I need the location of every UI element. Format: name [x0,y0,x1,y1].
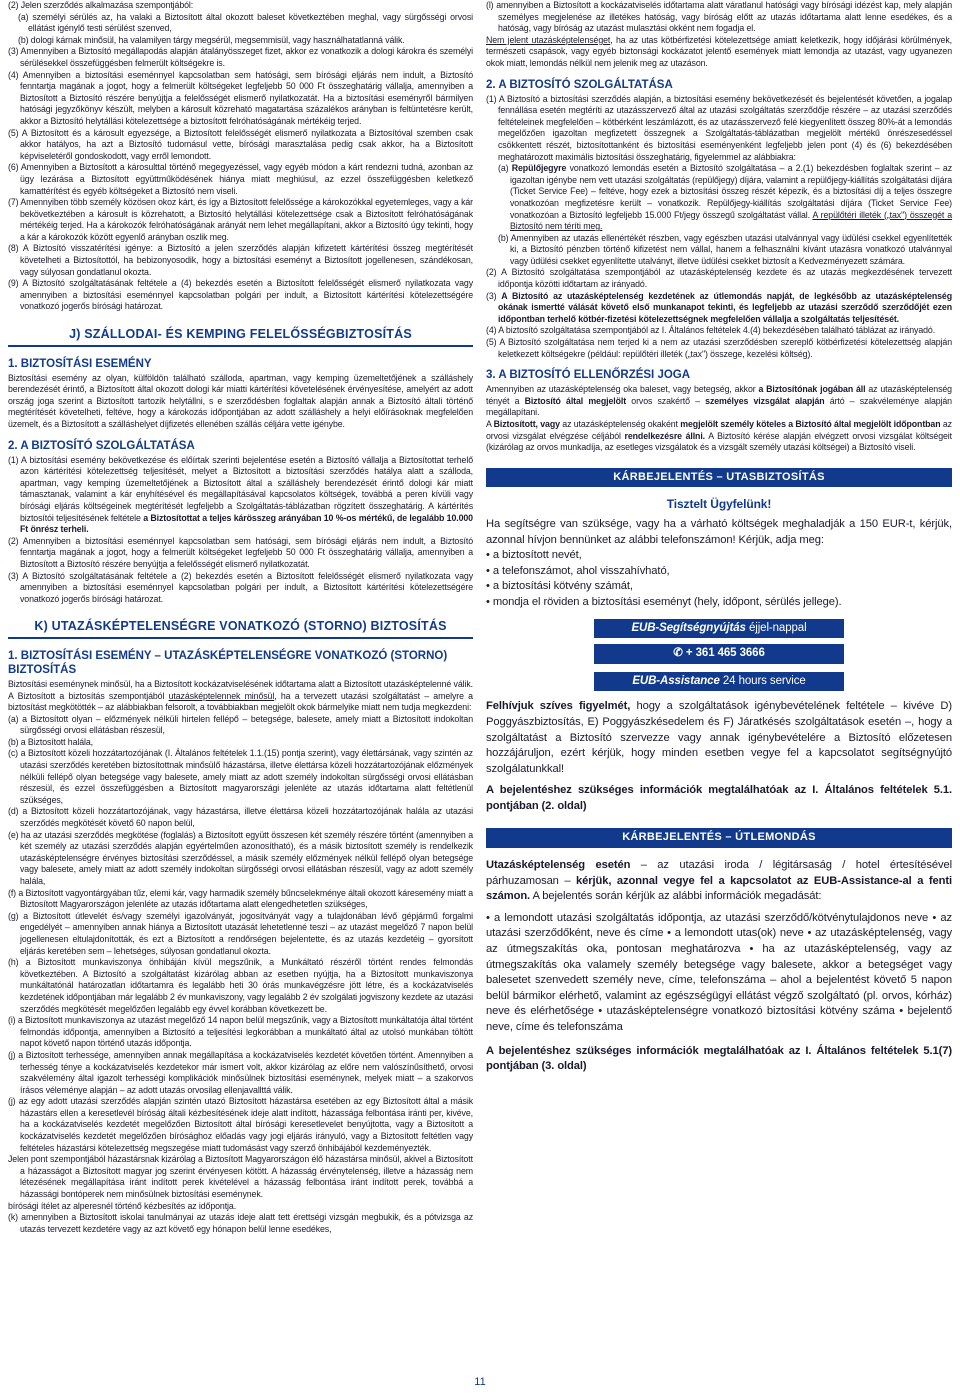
left-column [8,0,473,1235]
phone-number-bar[interactable]: ✆ + 361 465 3666 [594,644,844,664]
phone-icon: ✆ [673,647,683,660]
k-list-item: (c) a Biztosított közeli hozzátartozójának (I. Általános feltételek 1.1.(15) pontja szerint), vagy élettársának, vagy szintén az utazási szerződés keretében biztosítottnak minősülő házastársa, illetve élettársa közeli hozzátartozójának előzmények nélküli fellépő olyan betegsége vagy balesete, amely miatt az adott személy indokoltan sürgősségi orvosi ellátásban részesül, és ezzel összefüggésben a Biztosított magyarországi jelenléte az utazás időtartama alatt feltétlenül szükséges, [8,748,473,805]
s2-title: 2. A BIZTOSÍTÓ SZOLGÁLTATÁSA [486,78,673,91]
intro-paragraph: (3) Amennyiben a Biztosító megállapodás alapján átalányösszeget fizet, akkor ez vonatkozik a dologi károkra és személyi sérülésekkel összefüggésben felmerült költségekre is. [8,46,473,68]
deductible-text: a Biztosítottat a teljes kárösszeg arányában 10 %-os mértékű, de legalább 10.000 Ft önrész terheli. [20,512,473,535]
intro-paragraph: (5) A Biztosított és a károsult egyezsége, a Biztosított felelősségét elismerő nyilatkozata a Biztosítóval szemben csak akkor hatályos, ha azt a Biztosító tudomásul vette, bírósági marasztalása pedig csak akkor, ha a Biztosított képviseletéről gondoskodott, vagy erről lemondott. [8,127,473,161]
k-items-list [8,714,473,1236]
k-list-item: bírósági ítélet az alperesnél történő kézbesítés az időpontja. [8,1200,237,1211]
claim-intro: Ha segítségre van szüksége, vagy ha a várható költségek meghaladják a 150 EUR-t, kérjük, azonnal hívjon bennünket az alábbi telefonszámon! Kérjük, adja meg: [486,517,952,546]
cancel-details: • a lemondott utazási szolgáltatás időpontja, az utazási szerződő/kötvénytulajdonos neve • az utazási szerződőként, neve és címe • a lemondott utas(ok) neve • az utazásképtelenség, vagy az útmegszakítás oka, pontosan meghatározva • ha az utazásképtelenség, vagy az útmegszakítás oka valamely személy betegsége vagy balesete, akkor a betegséget vagy balesetet szenvedett személy neve, címe, telefonszáma – ahol a bejelentést követő 5 napon belül bármikor elérhető, valamint az egészségügyi ellátást végző szolgáltató (pl. orvos, kórház) neve és elérhetősége • utazásképtelenségre vonatkozó biztosítási kötvény száma • bejelentő neve, címe és telefonszáma [486,911,952,1033]
cancel-header: KÁRBEJELENTÉS – ÚTLEMONDÁS [486,828,952,848]
intro-paragraph: (2) Jelen szerződés alkalmazása szempontjából: [8,0,194,10]
section-k-title: K) UTAZÁSKÉPTELENSÉGRE VONATKOZÓ (STORNO) BIZTOSÍTÁS [8,615,473,639]
eub-help-bar: EUB-Segítségnyújtás éjjel-nappal [594,619,844,639]
intro-paragraphs [8,0,473,313]
s2-paragraph-4: (4) A biztosító szolgáltatása szempontjából az I. Általános feltételek 4.(4) bekezdésében található táblázat az irányadó. [486,325,936,336]
j2-paragraph-2: (2) Amennyiben a biztosítási eseménnyel kapcsolatban sem hatósági, sem bírósági eljárás nem indult, a Biztosító fenntartja magának a jogot, hogy a felmerült költségeket legfeljebb 50 000 Ft összeghatárig vállalja, amennyiben a Biztosított a Biztosító részére benyújtja a felelősségét elismerő nyilatkozatát. [8,535,473,569]
k-list-item: (d) a Biztosított közeli hozzátartozójának, vagy házastársa, illetve élettársa közeli hozzátartozójának halála az utazási szerződés megkötését követő 60 napon belül, [8,806,473,829]
claim-info-item: • a biztosítási kötvény számát, [486,580,633,593]
k1-title: 1. BIZTOSÍTÁSI ESEMÉNY – UTAZÁSKÉPTELENSÉGRE VONATKOZÓ (STORNO) BIZTOSÍTÁS [8,649,448,676]
k-list-item: (f) a Biztosított vagyontárgyában tűz, elemi kár, vagy harmadik személy bűncselekménye általi okozott káresemény miatt a Biztosított Magyarországon jelenléte az utazás időtartama alatt elengedhetetlen szükséges, [8,887,473,910]
intro-paragraph: (4) Amennyiben a biztosítási eseménnyel kapcsolatban sem hatósági, sem bírósági eljárás nem indult, a Biztosító fenntartja magának a jogot, hogy a felmerült költségeket legfeljebb 50 000 Ft összeghatárig vállalja, amennyiben a Biztosított a Biztosító részére benyújtja a felelősségét elismerő nyilatkozatát. Ha a biztosítási eseményről bármilyen hatósági jegyzőkönyv készült, melyben a károsult közreható magatartása százalékos arányban is feltüntetésre került, akkor a Biztosító helytállási kötelezettsége a biztosított felróhatóságának mértékéig terjed. [8,69,473,126]
intro-paragraph: (b) dologi kárnak minősül, ha valamilyen tárgy megsérül, megsemmisül, vagy használhatatlanná válik. [18,34,405,45]
info-reference-2: A bejelentéshez szükséges információk megtalálhatóak az I. Általános feltételek 5.1(7) pontjában (3. oldal) [486,1044,952,1073]
greeting: Tisztelt Ügyfelünk! [666,497,772,512]
k-list-item: (g) a Biztosított útlevelét és/vagy személyi igazolványát, jogosítványát vagy a tulajdonában lévő gépjármű forgalmi engedélyét – amennyiben annak hiánya a Biztosított utazását lehetetlenné teszi – az utazást megelőző 7 napon belül jogellenesen eltulajdonították, és ezt a Biztosított a rendőrségen bejelentette, és az utazás kezdetéig – gyorsított eljárás keretében sem – lehetséges, súlyosan gondatlanul okozta. [8,910,473,956]
k-list-item: (i) a Biztosított munkaviszonya az utazást megelőző 14 napon belül megszűnik, vagy a Biztosított munkáltatója által történt felmondás időpontja, amennyiben a Biztosító a teljesítési legkorábban a munkáltató által az utolsó munkában töltött napot követő napon történő utazás időpontja. [8,1015,473,1049]
eub-assist-bar: EUB-Assistance 24 hours service [594,672,844,692]
k-list-item: (a) a Biztosított olyan – előzmények nélküli hirtelen fellépő – betegsége, balesete, amely miatt a Biztosított indokoltan sürgősségi orvosi ellátásban részesül, [8,713,473,736]
k-list-item: Jelen pont szempontjából házastársnak kizárólag a Biztosított Magyarországon élő házastársa minősül, akivel a Biztosított a házasságot a Biztosított magyar jog szerint érvényesen kötött. A házasság érvénytelenség, illetve a házasság nem létezésének megállapítása iránt indított perek kivételével a házasság felbontása iránt indított perek, továbbá a házassági bontóperek nem minősülnek biztosítási eseménynek. [8,1154,473,1200]
k-list-item: (h) a Biztosított munkaviszonya önhibáján kívül megszűnik, a Munkáltató részéről történt rendes felmondás következtében. A Biztosító a szolgáltatást kizárólag abban az esetben nyújtja, ha a Biztosított munkaviszonya munkáltatónál határozatlan időtartamra és legalább heti 30 órás munkavégzésre jött létre, és a kockázatviselés kezdetének időpontjában már legalább 2 év munkaviszony, vagy legalább 2 év szolgálati jogviszony kezdete az utazási szerződés megkötését megelőzően legalább egy évvel korábban következett be. [8,957,473,1014]
j2-paragraph-1: (1) A biztosítási esemény bekövetkezése és előírtak szerinti bejelentése esetén a Biztosító vállalja a Biztosítottat terhelő azon kártérítési kötelezettség teljesítését, melyet a Biztosított a biztosítási szerződés hatálya alatt a szálloda, apartman, vagy kemping üzemeltetőjének a Biztosított által a szálláshely berendezését érintő dologi kár miatt támasztanak, valamint a kár enyhítésével és megállapításával kapcsolatos költségek, továbbá a peren kívüli vagy bírósági eljárás költségeinek megtérítését legfeljebb a Szolgáltatás-táblázatban rögzített összeghatárig. A kártérítés biztosítói teljesítésének feltétele a Biztosítottat a teljes kárösszeg arányában 10 %-os mértékű, de legalább 10.000 Ft önrész terheli. [8,454,473,535]
k-list-item: (b) a Biztosított halála, [8,736,94,747]
intro-paragraph: (6) Amennyiben a Biztosított a károsulttal történő megegyezéssel, vagy egyéb módon a kárt rendezni tudná, azonban az ügy lezárása a Biztosított együttműködésének hiánya miatt meghiúsul, az ezzel összefüggésben keletkező kamattérítést és egyéb költségeket a Biztosító nem viseli. [8,162,473,196]
intro-paragraph: (8) A Biztosító visszatérítési igénye: a Biztosító a jelen szerződés alapján kifizetett kártérítési összeg megtérítését követelheti a Biztosítottól, ha bebizonyosodik, hogy a biztosítási eseményt a Biztosított jogellenesen, szándékosan, vagy súlyosan gondatlanul okozta. [8,243,473,277]
j2-title: 2. A BIZTOSÍTÓ SZOLGÁLTATÁSA [8,439,195,452]
j2-paragraph-3: (3) A Biztosító szolgáltatásának feltétele a (2) bekezdés esetén a Biztosított felelősségét elismerő nyilatkozata vagy amennyiben a biztosítási eseménnyel kapcsolatban polgári per indult, a Biztosított kártérítési kötelezettségére vonatkozó jogerős bírósági határozat. [8,570,473,604]
intro-paragraph: (9) A Biztosító szolgáltatásának feltétele a (4) bekezdés esetén a Biztosított felelősségét elismerő nyilatkozata vagy amennyiben a biztosítási eseménnyel kapcsolatban polgári per indult, a Biztosított kártérítési kötelezettségére vonatkozó jogerős bírósági határozat. [8,278,473,312]
s3-title: 3. A BIZTOSÍTÓ ELLENŐRZÉSI JOGA [486,369,691,382]
claim-info-item: • a biztosított nevét, [486,549,582,562]
s2-item-b: (b) Amennyiben az utazás ellenértékét részben, vagy egészben utazási utalvánnyal vagy üdülési csekkel egyenlítették ki, a Biztosító pénzben történő kifizetést nem vállal, hanem a felhasználni kívánt utazásra vonatkozó utalvánnyal vagy üdülési csekket egyenlítette utalványt, illetve üdülési csekket biztosít a Kedvezményezett számára. [498,232,952,266]
claim-info-list [486,548,952,610]
right-column [486,0,952,1075]
s2-paragraph-3: (3) A Biztosító az utazásképtelenség kezdetének az útlemondás napját, de legkésőbb az utazásképtelenség okának ismertté válását követő első munkanapot tekinti, és legfeljebb az utazási szerződő szerződőjét ezen időpontban terhelő kötbér-fizetési kötelezettségnek megfelelően vállalja a szolgáltatás teljesítését. [486,290,952,324]
s2-paragraph-5: (5) A Biztosító szolgáltatása nem terjed ki a nem az utazási szerződésben szereplő kötbérfizetési kötelezettség alapján keletkezett költségekre (például: repülőtéri illeték („tax") összege, kezelési költség). [486,337,952,359]
s3-paragraph-2: A Biztosított, vagy az utazásképtelenség okaként megjelölt személy köteles a Biztosító által megjelölt időpontban az orvosi vizsgálat elvégzése céljából rendelkezésre állni. A Biztosító kérése alapján elvégzett orvosi vizsgálat költségeit (kizárólag az orvos munkadíja, az esetleges vizsgálatok és a vizsgált személy utazási költségei) a Biztosító viseli. [486,419,953,453]
page-number: 11 [474,1376,486,1388]
k1-text: Biztosítási eseménynek minősül, ha a Biztosított kockázatviselésének időtartama alatt a Biztosított utazásképtelenné válik. A Biztosított a biztosítás szempontjából utazásképtelennek minősül, ha a tervezett utazási szolgáltatást – amelyre a biztosítást megkötötték – az alábbiakban felsorolt, a továbbiakban megjelölt okok bármelyike miatt nem tudja megkezdeni: [8,678,473,713]
s2-paragraph-2: (2) A Biztosító szolgáltatása szempontjából az utazásképtelenség kezdete és az utazás megkezdésének tervezett időpontja közötti időtartam az irányadó. [486,267,952,290]
s2-paragraph-1: (1) A Biztosító a biztosítási szerződés alapján, a biztosítási esemény bekövetkezését és bejelentését követően, a jogalap fennállása esetén megtéríti az utazásszervező által az utazási szolgáltatás szerződője részére – az utazási szerződés feltételeinek megfelelően – kötbérként leszámlázott, és az utazásszervező felé kiegyenlített összeg 80%-át a lemondás megelőzően igazoltan megfizetett összegnek a Szolgáltatás-táblázatban megjelölt mértékű önrészesedéssel csökkentett részét, biztosítottanként és biztosítási eseményenként legfeljebb jelen pont (4) és (6) bekezdésében meghatározott maximális biztosítási összeghatárig, figyelemmel az alábbiakra: [486,93,952,162]
item-l: (l) amennyiben a Biztosított a kockázatviselés időtartama alatt váratlanul hatósági vagy bírósági idézést kap, mely alapján személyes megjelenése az illetékes hatóság, vagy bíróság előtt az utazás időtartama alatt lenne esedékes, és a hatóság, vagy bíróság az utazást mulasztási okként nem fogadja el. [486,0,952,34]
s3-paragraph-1: Amennyiben az utazásképtelenség oka baleset, vagy betegség, akkor a Biztosítónak jogában áll az utazásképtelenség tényét a Biztosító által megjelölt orvos szakértő – személyes vizsgálat alapján ártó – szakvéleménye alapján megállapítani. [486,384,952,418]
j1-title: 1. BIZTOSÍTÁSI ESEMÉNY [8,357,152,370]
claim-info-item: • mondja el röviden a biztosítási eseményt (hely, időpont, sérülés jellege). [486,595,842,608]
cancel-intro: Utazásképtelenség esetén – az utazási iroda / légitársaság / hotel értesítésével párhuzamosan – kérjük, azonnal vegye fel a kapcsolatot az EUB-Assistance-al a fenti számon. A bejelentés során kérjük az alábbi információk megadását: [486,859,953,903]
s2-item-a: (a) Repülőjegyre vonatkozó lemondás esetén a Biztosító szolgáltatása – a 2.(1) bekezdésben foglaltak szerint – az igazoltan igénybe nem vett utazási szolgáltatás (repülőjegy) díjára, valamint a repülőjegy-kiállítás szolgáltatási díjára (Ticket Service Fee) – feltéve, hogy ezek a biztosítási összeg részét képezik, és a biztosítási díj a teljes összegre vonatkozóan megfizetésre került – vonatkozik. Repülőjegy-kiállítás szolgáltatási díjára (Ticket Service Fee) vonatkozóan a Biztosító legfeljebb 15.000 Ft/jegy összegű szolgáltatást vállal. A repülőtéri illeték („tax") összegét a Biztosító nem téríti meg. [498,163,953,232]
claim-header: KÁRBEJELENTÉS – UTASBIZTOSÍTÁS [486,468,952,488]
k-list-item: (j) az egy adott utazási szerződés alapján szintén utazó Biztosított házastársa esetében az egy Biztosított által a másik házastárs ellen a keresetlevél bíróság általi kézbesítésének ideje alatt indított, házassága felbontása iránti per, kivéve, ha a kockázatviselés kezdetét megelőzően Biztosított által bírósági keresetlevelet benyújtotta, vagy a Biztosított a kockázatviselés kezdetét megelőzően bírósághoz előadás vagy jogi eljárás irányuló, vagy a Biztosított feltétlen vagy feltételes házastársi kötelezettség megszegése miatt tudomásást vagy szerző önhibájából kezdeményezték. [8,1096,473,1153]
claim-info-item: • a telefonszámot, ahol visszahívható, [486,564,670,577]
section-j-title: J) SZÁLLODAI- ÉS KEMPING FELELŐSSÉGBIZTOSÍTÁS [8,323,473,347]
info-reference-1: A bejelentéshez szükséges információk megtalálhatóak az I. Általános feltételek 5.1. pontjában (2. oldal) [486,784,952,812]
k-list-item: (j) a Biztosított terhessége, amennyiben annak megállapítása a kockázatviselés kezdetét követően történt. Amennyiben a terhesség ténye a kockázatviselés kezdetekor már ismert volt, akkor kizárólag az előre nem valószínűsíthető, orvosi szakvélemény által igazolt terhességi komplikációk minősülnek biztosítási eseménynek, melyek miatt – a szakorvos írásos véleménye alapján – az adott utazás orvosilag ellenjavallttá válik. [8,1049,473,1095]
exclusion-text: Nem jelent utazásképtelenséget, ha az utas kötbérfizetési kötelezettsége amiatt keletkezik, hogy időjárási körülmények, természeti csapások, vagy egyéb biztonsági kockázatot jelentő események miatt lemondja az utazást, vagy ugyanezen okok miatt, lemondás nélkül nem jelenik meg az utazáson. [486,34,952,68]
intro-paragraph: (a) személyi sérülés az, ha valaki a Biztosított által okozott baleset következtében meghal, vagy sürgősségi orvosi ellátást igénylő testi sérülést szenved, [18,11,473,34]
k-list-item: (e) ha az utazási szerződés megkötése (foglalás) a Biztosított együtt összesen két személy részére történt (amennyiben a két személy az utazási szerződés alapján egyértelműen azonosítható), és a másik biztosított személy is rendelkezik utazásképtelenségre érvényes biztosítási szerződéssel, a másik személy előzmények nélkül fellépő olyan betegsége vagy balesete, amely miatt az adott személy indokoltan sürgősségi orvosi ellátásban részesül, vagy az adott személy halála, [8,829,473,886]
intro-paragraph: (7) Amennyiben több személy közösen okoz kárt, és így a Biztosított felelőssége a károkozókkal egyetemleges, vagy a kár bekövetkeztében a károsult is közrehatott, a Biztosító helytállási kötelezettsége csak a Biztosított felróhatóságának mértékéig terjed. Ha a károkozók felróhatóságának arányát nem lehet megállapítani, akkor a Biztosító úgy tekinti, hogy a kár a károkozók között egyenlő arányban oszlik meg. [8,197,473,242]
attention-text: Felhívjuk szíves figyelmét, hogy a szolgáltatások igénybevételének feltétele – kivéve D) Poggyászbiztosítás, E) Poggyászkésedelem és F) Járatkésés szolgáltatások esetén –, hogy a szolgáltatást a Biztosító szervezze vagy annak igénybevételére a Biztosító előzetesen hozzájáruljon, ezért kérjük, hogy minden esetben vegye fel a kapcsolatot segítségnyújtó szolgálatunkkal! [486,700,952,775]
j1-text: Biztosítási esemény az olyan, külföldön található szálloda, apartman, vagy kemping üzemeltetőjének a szálláshely berendezését érintő, a Biztosított által okozott dologi kár miatti kártérítési követelésének érvényesítése, amelyért az adott ország joga szerint a Biztosított tartozik helytállni, s e szerződésben foglaltak alapján annak a Biztosító általi történő megtérítését követelheti, feltéve, hogy a károkozás időpontjában az adott szálláshely a helyi előírásoknak megfelelően üzemelt, és a Biztosított a szálláshelyet díjfizetés ellenében szállás céljára vette igénybe. [8,372,473,429]
k-list-item: (k) amennyiben a Biztosított iskolai tanulmányai az utazás ideje alatt tett érettségi vizsgán megbukik, és a pótvizsga az utazás tervezett kezdetére vagy az azt követő egy hónapon belül lenne esedékes, [8,1212,473,1234]
